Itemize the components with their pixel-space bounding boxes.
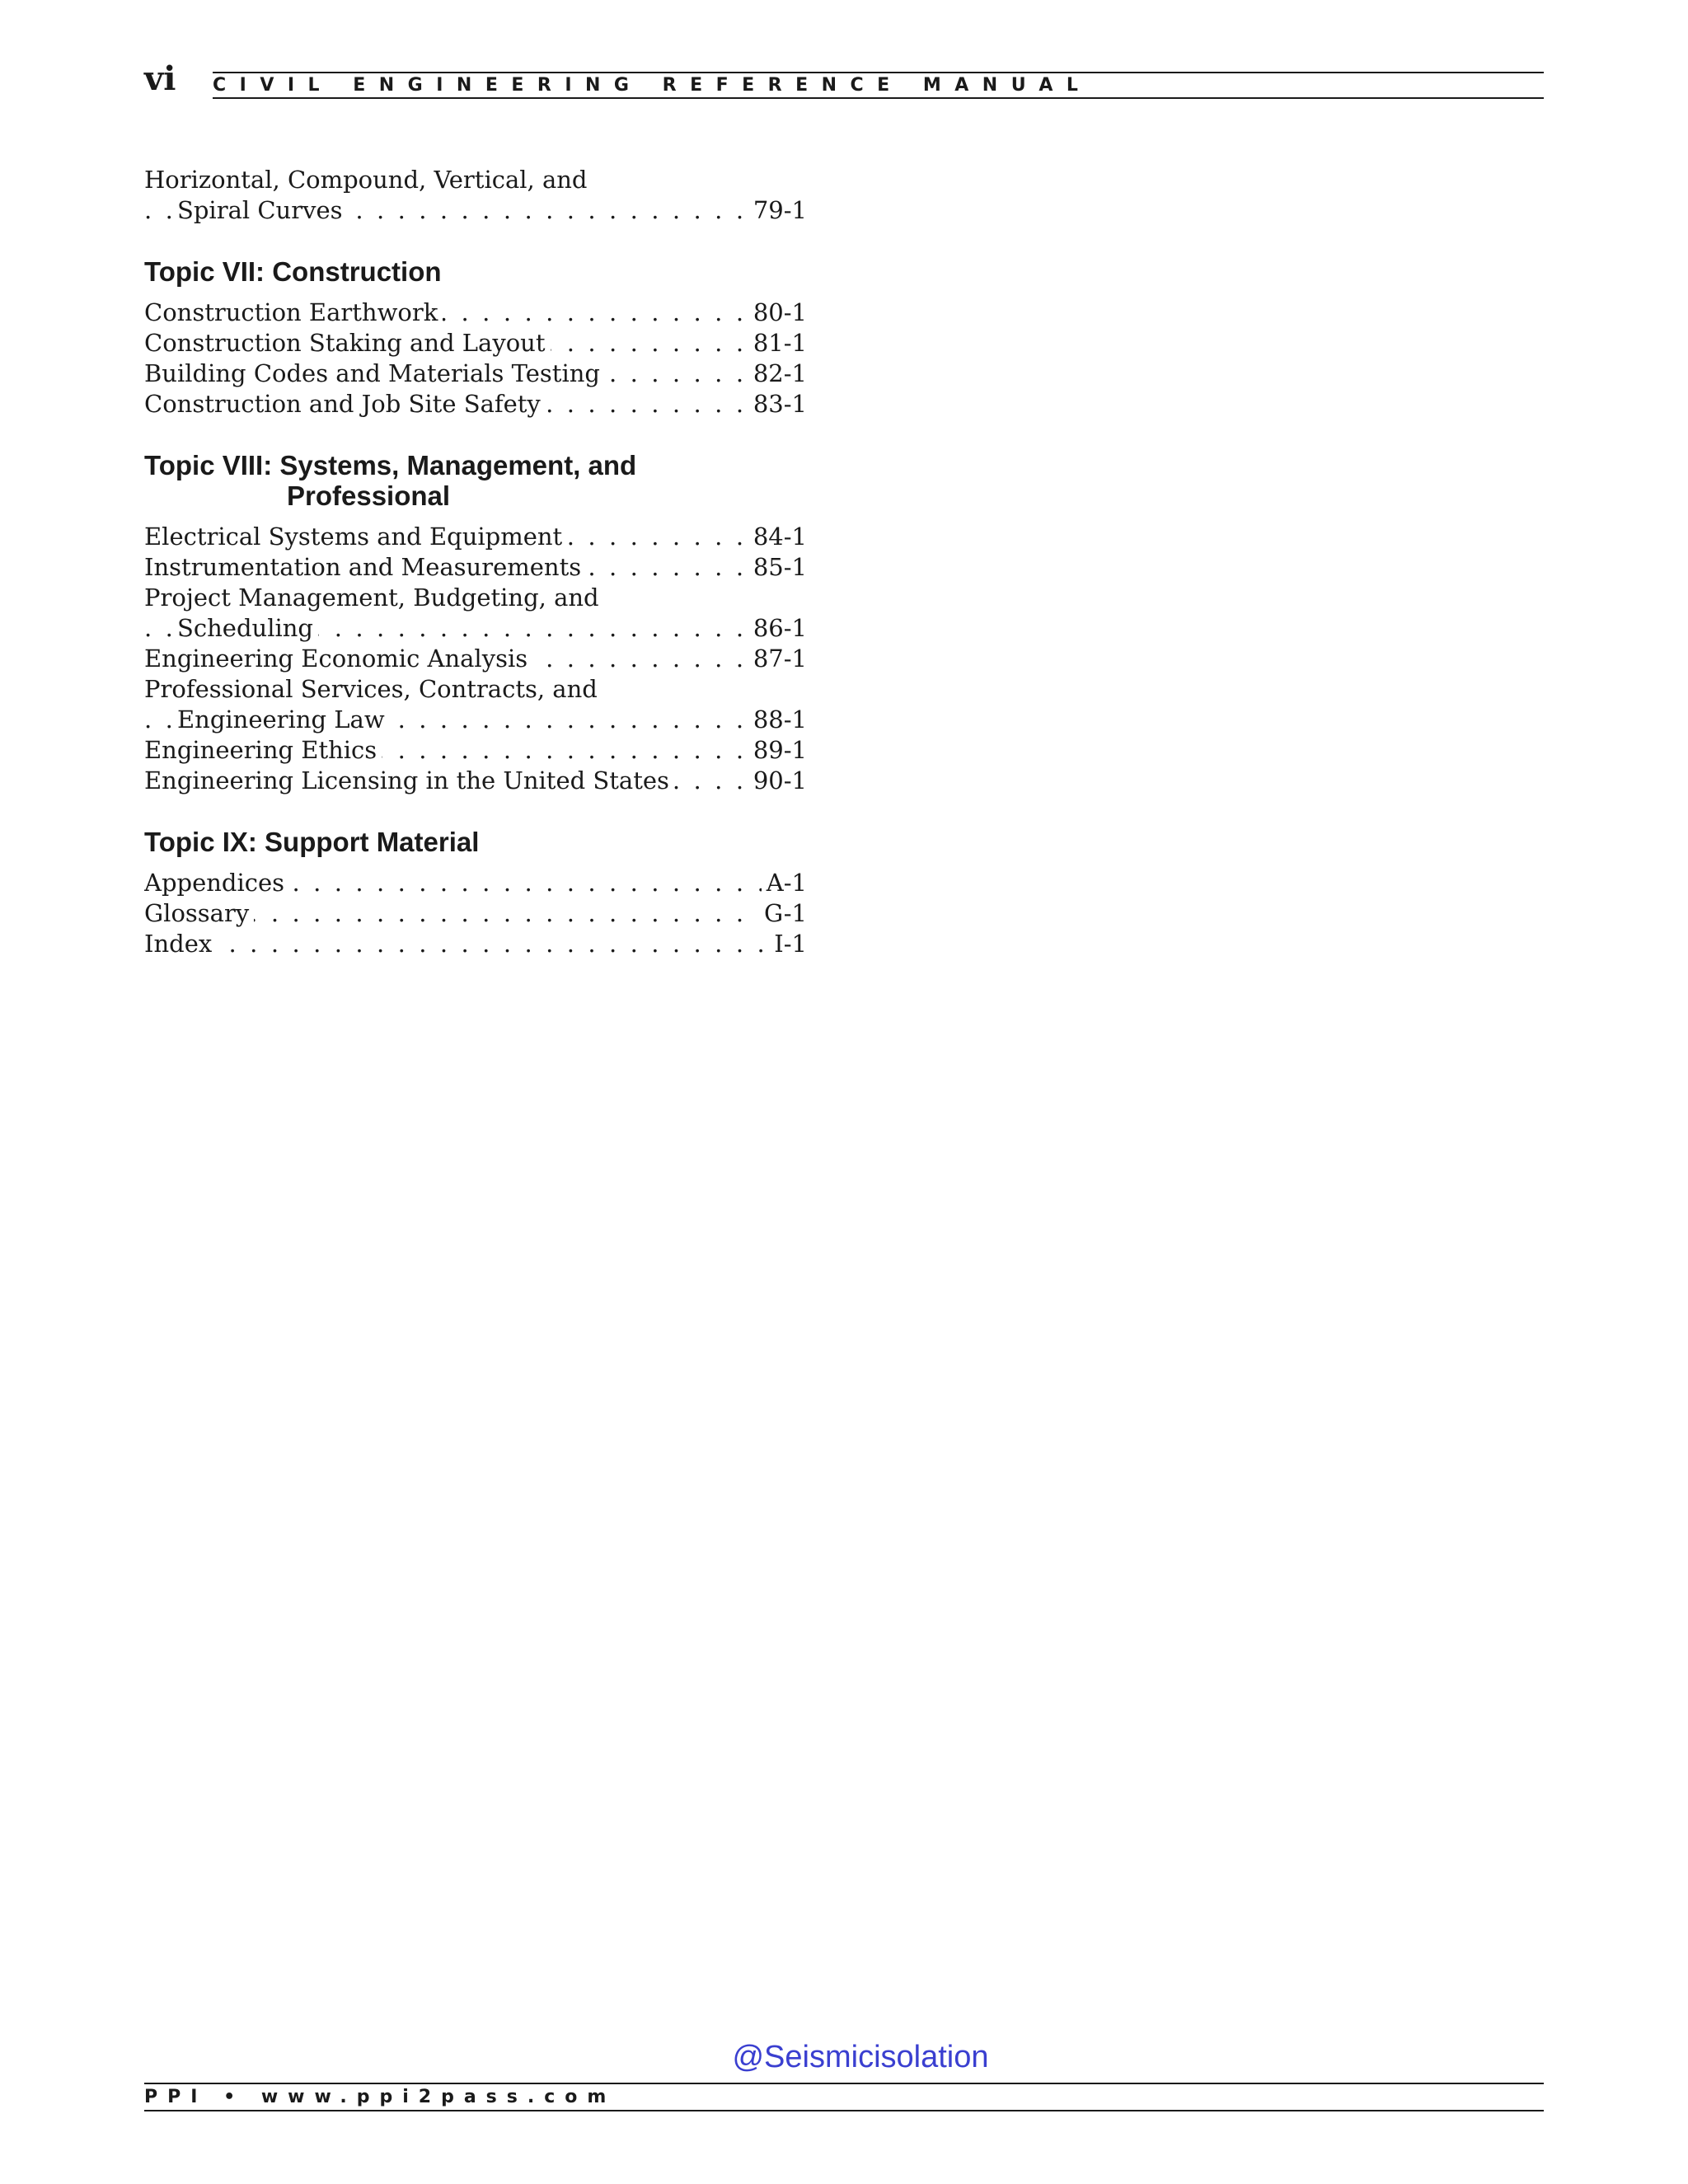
toc-entry-line1[interactable]: Project Management, Budgeting, and	[144, 583, 807, 613]
page-number: vi	[144, 59, 176, 98]
toc-entry-page: A-1	[762, 868, 807, 898]
header-rule-bottom	[213, 97, 1544, 99]
toc-entry-title: Scheduling	[177, 614, 318, 642]
topic-heading-support-material: Topic IX: Support Material	[144, 827, 480, 857]
toc-entry[interactable]	[144, 298, 807, 328]
toc-entry-title: Engineering Economic Analysis	[144, 644, 532, 673]
toc-entry-title: Appendices	[144, 869, 289, 897]
toc-entry[interactable]	[144, 359, 807, 389]
toc-entry[interactable]	[144, 929, 807, 959]
toc-entry-title: Electrical Systems and Equipment	[144, 523, 567, 551]
header-rule-top	[213, 72, 1544, 73]
toc-entry-title: Index	[144, 930, 217, 958]
toc-entry-page: 80-1	[748, 298, 807, 328]
topic-heading-systems-management: Topic VIII: Systems, Management, and Professional	[144, 450, 637, 511]
toc-entry-page: 89-1	[748, 735, 807, 766]
toc-entry[interactable]	[144, 389, 807, 419]
toc-entry-title: Engineering Licensing in the United States	[144, 766, 674, 794]
toc-entry-title: Construction Earthwork	[144, 298, 443, 326]
toc-entry-title: Instrumentation and Measurements	[144, 553, 586, 581]
footer-rule-top	[144, 2083, 1544, 2084]
toc-entry[interactable]	[144, 868, 807, 898]
toc-entry[interactable]	[144, 705, 807, 735]
toc-entry-page: 85-1	[748, 552, 807, 583]
watermark: @Seismicisolation	[732, 2040, 989, 2074]
toc-entry-title: Glossary	[144, 899, 254, 927]
toc-entry[interactable]	[144, 613, 807, 644]
toc-entry-page: 81-1	[748, 328, 807, 359]
toc-entry-title: Construction and Job Site Safety	[144, 390, 546, 418]
toc-entry-curves[interactable]	[144, 195, 807, 226]
toc-entry-page: 88-1	[748, 705, 807, 735]
toc-entry[interactable]	[144, 766, 807, 796]
toc-entry-page: 90-1	[748, 766, 807, 796]
footer-rule-bottom	[144, 2110, 1544, 2111]
toc-entry[interactable]	[144, 522, 807, 552]
toc-entry-title: Building Codes and Materials Testing	[144, 359, 605, 387]
toc-entry-page: G-1	[759, 898, 807, 929]
running-head: CIVIL ENGINEERING REFERENCE MANUAL	[213, 75, 1092, 96]
toc-entry-page: 87-1	[748, 644, 807, 674]
toc-entry-page: 83-1	[748, 389, 807, 419]
toc-entry[interactable]	[144, 735, 807, 766]
toc-entry-page: 84-1	[748, 522, 807, 552]
table-of-contents	[144, 165, 807, 959]
toc-entry-page: 82-1	[748, 359, 807, 389]
footer-publisher: PPI • www.ppi2pass.com	[144, 2087, 617, 2107]
toc-entry-page: I-1	[769, 929, 807, 959]
toc-entry-title: Engineering Ethics	[144, 736, 382, 764]
topic-heading-construction: Topic VII: Construction	[144, 256, 442, 287]
toc-entry[interactable]	[144, 898, 807, 929]
toc-entry-title: Engineering Law	[177, 705, 390, 733]
toc-entry-page: 86-1	[748, 613, 807, 644]
toc-entry-page: 79-1	[748, 195, 807, 226]
toc-entry[interactable]	[144, 552, 807, 583]
toc-entry-curves-line1[interactable]: Horizontal, Compound, Vertical, and	[144, 165, 807, 195]
toc-entry[interactable]	[144, 644, 807, 674]
toc-entry[interactable]	[144, 328, 807, 359]
toc-entry-title: Construction Staking and Layout	[144, 329, 551, 357]
toc-entry-title: Spiral Curves	[177, 196, 348, 224]
toc-entry-line1[interactable]: Professional Services, Contracts, and	[144, 674, 807, 705]
